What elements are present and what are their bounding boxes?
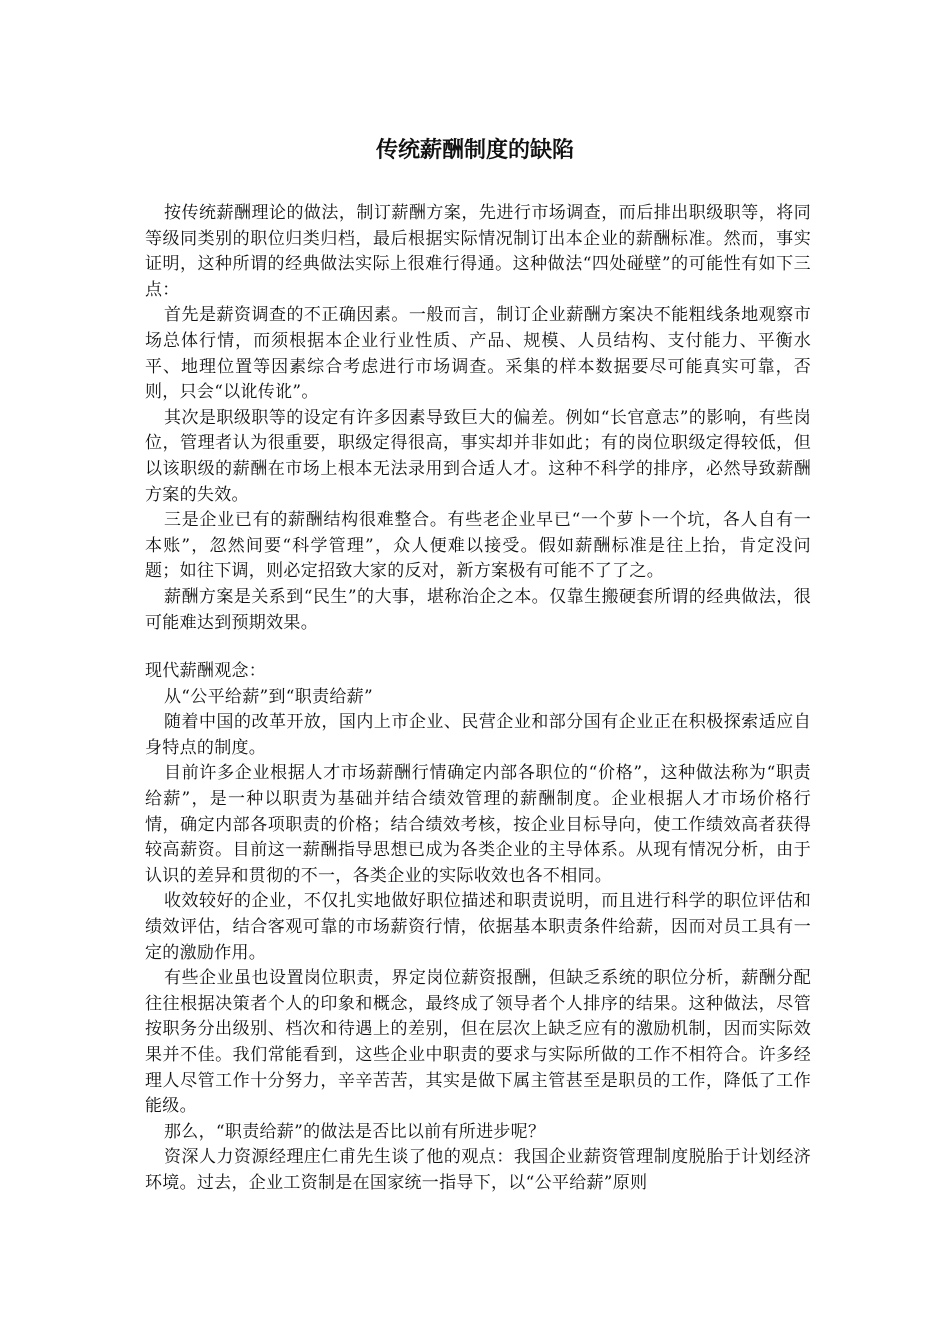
paragraph: 首先是薪资调查的不正确因素。一般而言，制订企业薪酬方案决不能粗线条地观察市场总体行情，而须根据本企业行业性质、产品、规模、人员结构、支付能力、平衡水平、地理位置等因素综合考虑进行市场调查。采集的样本数据要尽可能真实可靠，否则，只会“以讹传讹”。: [145, 305, 811, 403]
paragraph: 收效较好的企业，不仅扎实地做好职位描述和职责说明，而且进行科学的职位评估和绩效评估，结合客观可靠的市场薪资行情，依据基本职责条件给薪，因而对员工具有一定的激励作用。: [145, 891, 811, 963]
section-gap: [145, 636, 811, 659]
document-title: 传统薪酬制度的缺陷: [375, 138, 574, 163]
paragraph: 有些企业虽也设置岗位职责，界定岗位薪资报酬，但缺乏系统的职位分析，薪酬分配往往根据决策者个人的印象和概念，最终成了领导者个人排序的结果。这种做法，尽管按职务分出级别、档次和待遇上的差别，但在层次上缺乏应有的激励机制，因而实际效果并不佳。我们常能看到，这些企业中职责的要求与实际所做的工作不相符合。许多经理人尽管工作十分努力，辛辛苦苦，其实是做下属主管甚至是职员的工作，降低了工作能级。: [145, 968, 811, 1117]
document-body: [145, 201, 811, 1197]
paragraph: 薪酬方案是关系到“民生”的大事，堪称治企之本。仅靠生搬硬套所谓的经典做法，很可能难达到预期效果。: [145, 586, 811, 633]
paragraph: 按传统薪酬理论的做法，制订薪酬方案，先进行市场调查，而后排出职级职等，将同等级同类别的职位归类归档，最后根据实际情况制订出本企业的薪酬标准。然而，事实证明，这种所谓的经典做法实际上很难行得通。这种做法“四处碰壁”的可能性有如下三点：: [145, 203, 811, 300]
paragraph: 目前许多企业根据人才市场薪酬行情确定内部各职位的“价格”，这种做法称为“职责给薪”，是一种以职责为基础并结合绩效管理的薪酬制度。企业根据人才市场价格行情，确定内部各项职责的价格；结合绩效考核，按企业目标导向，使工作绩效高者获得较高薪资。目前这一薪酬指导思想已成为各类企业的主导体系。从现有情况分析，由于认识的差异和贯彻的不一，各类企业的实际收效也各不相同。: [145, 763, 811, 886]
paragraph: 随着中国的改革开放，国内上市企业、民营企业和部分国有企业正在积极探索适应自身特点的制度。: [145, 712, 811, 758]
paragraph: 资深人力资源经理庄仁甫先生谈了他的观点：我国企业薪资管理制度脱胎于计划经济环境。过去，企业工资制是在国家统一指导下，以“公平给薪”原则: [145, 1147, 811, 1193]
paragraph: 三是企业已有的薪酬结构很难整合。有些老企业早已“一个萝卜一个坑，各人自有一本账”，忽然间要“科学管理”，众人便难以接受。假如薪酬标准是往上抬，肯定没问题；如往下调，则必定招致大家的反对，新方案极有可能不了了之。: [145, 510, 811, 582]
paragraph: 那么，“职责给薪”的做法是否比以前有所进步呢？: [164, 1121, 546, 1142]
paragraph: 其次是职级职等的设定有许多因素导致巨大的偏差。例如“长官意志”的影响，有些岗位，管理者认为很重要，职级定得很高，事实却并非如此；有的岗位职级定得较低，但以该职级的薪酬在市场上根本无法录用到合适人才。这种不科学的排序，必然导致薪酬方案的失效。: [145, 407, 811, 505]
section-subheading: 从“公平给薪”到“职责给薪”: [164, 686, 373, 707]
section-heading: 现代薪酬观念：: [145, 661, 267, 682]
